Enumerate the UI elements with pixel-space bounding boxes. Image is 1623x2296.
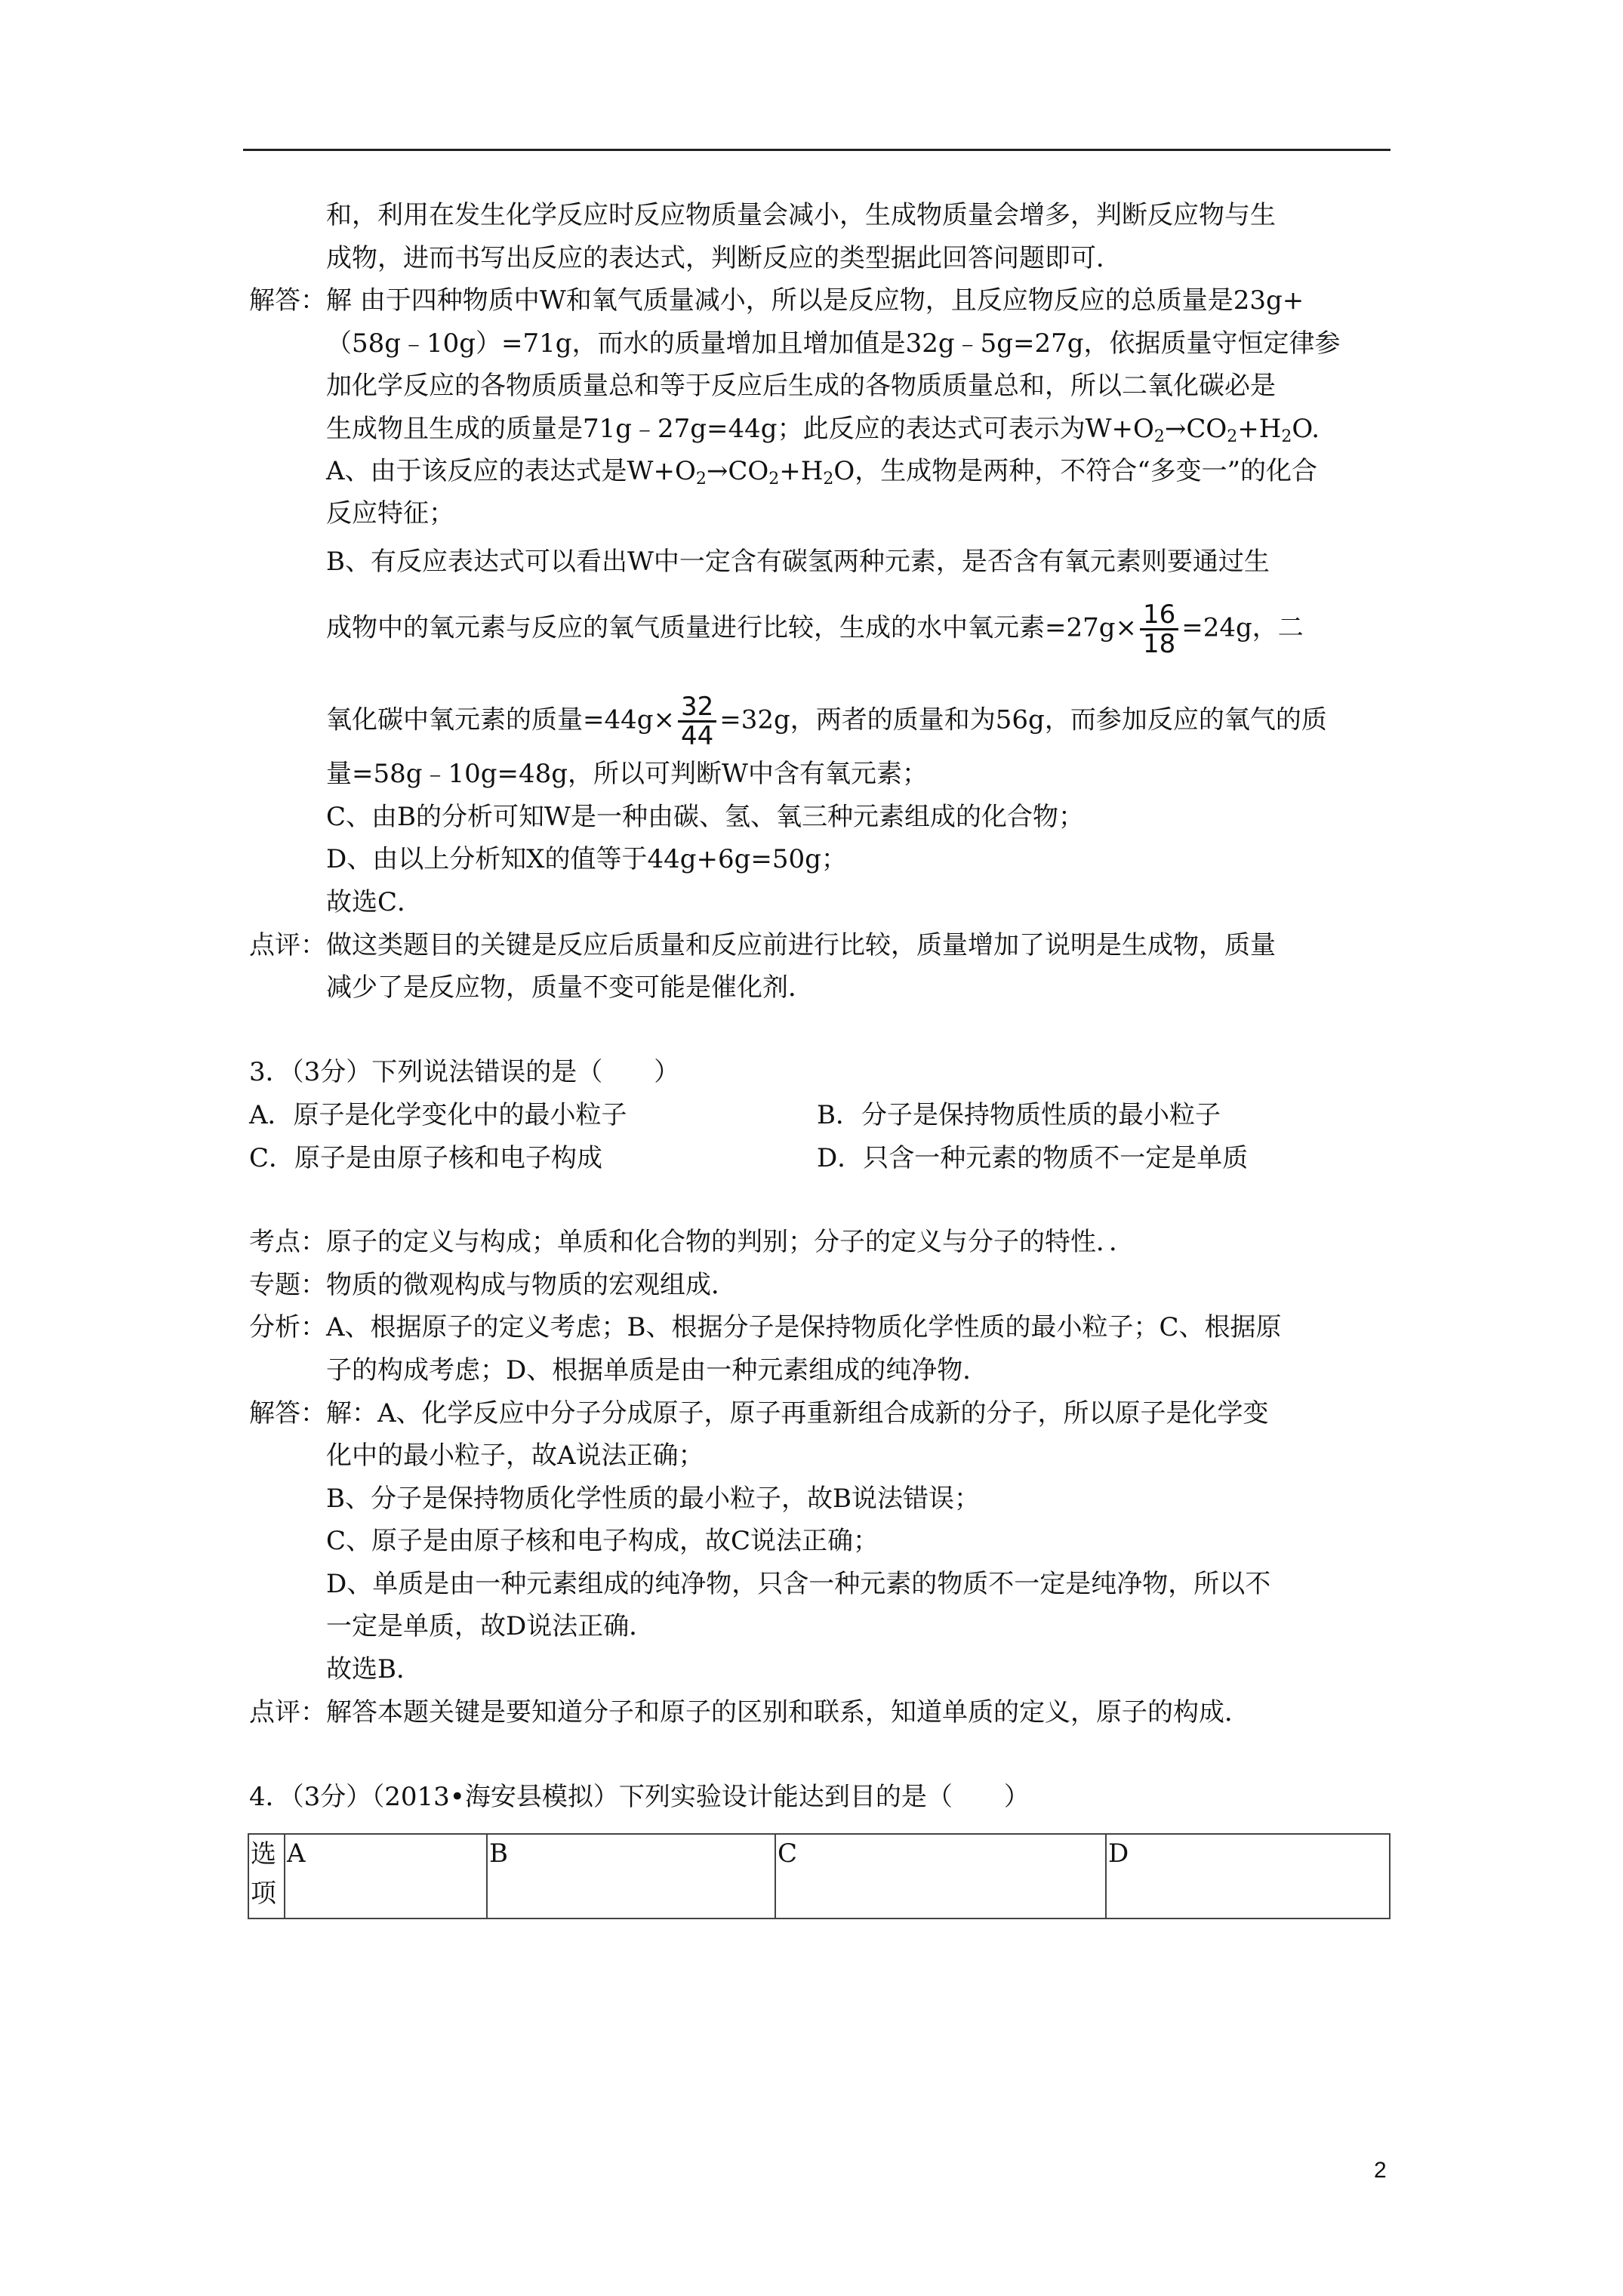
text-line: 做这类题目的关键是反应后质量和反应前进行比较，质量增加了说明是生成物，质量 <box>326 930 1276 960</box>
text-line: 点评：解答本题关键是要知道分子和原子的区别和联系，知道单质的定义，原子的构成． <box>249 1697 1250 1727</box>
subscript: 2 <box>823 470 834 488</box>
fraction <box>678 693 716 750</box>
text-line: D、单质是由一种元素组成的纯净物，只含一种元素的物质不一定是纯净物，所以不 <box>326 1569 1271 1599</box>
text-span: 生成物且生成的质量是71g﹣27g=44g；此反应的表达式可表示为W+O <box>326 414 1154 444</box>
table-cell-d: D <box>1106 1834 1390 1918</box>
subscript: 2 <box>1153 427 1165 446</box>
subscript: 2 <box>695 470 707 488</box>
text-line: 子的构成考虑；D、根据单质是由一种元素组成的纯净物． <box>326 1355 989 1385</box>
text-line: 一定是单质，故D说法正确． <box>326 1611 655 1641</box>
text-span: O. <box>1292 414 1320 444</box>
table-row <box>248 1834 1390 1918</box>
table-cell-a: A <box>285 1834 487 1918</box>
text-span: +H <box>1237 414 1282 444</box>
header-rule <box>243 149 1390 151</box>
text-line: 成物，进而书写出反应的表达式，判断反应的类型据此回答问题即可． <box>326 243 1122 273</box>
text-line: 故选B． <box>326 1654 422 1684</box>
table-cell-c: C <box>775 1834 1106 1918</box>
text-span: O，生成物是两种，不符合“多变一”的化合 <box>833 456 1318 486</box>
fraction-denominator: 18 <box>1143 629 1176 659</box>
text-line: （58g﹣10g）=71g，而水的质量增加且增加值是32g﹣5g=27g，依据质量守恒定律参 <box>326 328 1341 359</box>
text-line: 解 由于四种物质中W和氧气质量减小，所以是反应物，且反应物反应的总质量是23g+ <box>326 285 1304 316</box>
fraction-line <box>326 693 1327 750</box>
text-line: B、有反应表达式可以看出W中一定含有碳氢两种元素，是否含有氧元素则要通过生 <box>326 547 1270 577</box>
text-line: D、由以上分析知X的值等于44g+6g=50g； <box>326 844 847 874</box>
subscript: 2 <box>768 470 780 488</box>
text-line: 专题：物质的微观构成与物质的宏观组成． <box>249 1270 737 1300</box>
text-line: 解答：解：A、化学反应中分子分成原子，原子再重新组合成新的分子，所以原子是化学变 <box>249 1398 1269 1428</box>
text-span: +H <box>779 456 824 486</box>
fraction-denominator: 44 <box>681 721 714 751</box>
page-number: 2 <box>1374 2158 1387 2183</box>
text-line: 故选C． <box>326 887 423 917</box>
equation-line <box>326 456 1317 495</box>
text-line: 化中的最小粒子，故A说法正确； <box>326 1441 704 1471</box>
subscript: 2 <box>1227 427 1238 446</box>
question-stem: 4．（3分）（2013•海安县模拟）下列实验设计能达到目的是（ ） <box>249 1782 1030 1812</box>
text-span: 氧化碳中氧元素的质量=44g× <box>326 704 676 735</box>
text-span: CO <box>1186 414 1227 444</box>
text-line: C、原子是由原子核和电子构成，故C说法正确； <box>326 1526 879 1556</box>
text-span: CO <box>728 456 769 486</box>
equation-line <box>326 414 1320 452</box>
text-line: 量=58g﹣10g=48g，所以可判断W中含有氧元素； <box>326 759 929 789</box>
option-a: A．原子是化学变化中的最小粒子 <box>249 1100 627 1130</box>
text-line: C、由B的分析可知W是一种由碳、氢、氧三种元素组成的化合物； <box>326 802 1084 832</box>
option-c: C．原子是由原子核和电子构成 <box>249 1143 603 1173</box>
answer-label: 解答： <box>249 285 326 316</box>
fraction <box>1140 601 1178 658</box>
table-head-cell: 选项 <box>248 1834 285 1918</box>
text-line: 反应特征； <box>326 498 454 529</box>
arrow-icon: → <box>1164 414 1187 444</box>
review-label: 点评： <box>249 930 326 960</box>
fraction-line <box>326 601 1304 658</box>
option-b: B．分子是保持物质性质的最小粒子 <box>817 1100 1221 1130</box>
fraction-numerator: 32 <box>681 692 714 722</box>
text-line: 考点：原子的定义与构成；单质和化合物的判别；分子的定义与分子的特性．． <box>249 1227 1135 1257</box>
options-table <box>248 1833 1390 1919</box>
fraction-numerator: 16 <box>1143 599 1176 630</box>
text-line: B、分子是保持物质化学性质的最小粒子，故B说法错误； <box>326 1484 980 1514</box>
text-span: =32g，两者的质量和为56g，而参加反应的氧气的质 <box>719 704 1327 735</box>
question-stem: 3．（3分）下列说法错误的是（ ） <box>249 1057 680 1087</box>
text-span: A、由于该反应的表达式是W+O <box>326 456 696 486</box>
subscript: 2 <box>1281 427 1292 446</box>
table-cell-b: B <box>487 1834 775 1918</box>
text-span: 成物中的氧元素与反应的氧气质量进行比较，生成的水中氧元素=27g× <box>326 612 1138 643</box>
text-line: 加化学反应的各物质质量总和等于反应后生成的各物质质量总和，所以二氧化碳必是 <box>326 371 1276 401</box>
text-span: =24g，二 <box>1181 612 1304 643</box>
text-line: 分析：A、根据原子的定义考虑；B、根据分子是保持物质化学性质的最小粒子；C、根据原 <box>249 1312 1282 1342</box>
arrow-icon: → <box>706 456 728 486</box>
text-line: 减少了是反应物，质量不变可能是催化剂． <box>326 972 814 1003</box>
option-d: D．只含一种元素的物质不一定是单质 <box>817 1143 1249 1173</box>
text-line: 和，利用在发生化学反应时反应物质量会减小，生成物质量会增多，判断反应物与生 <box>326 200 1276 230</box>
